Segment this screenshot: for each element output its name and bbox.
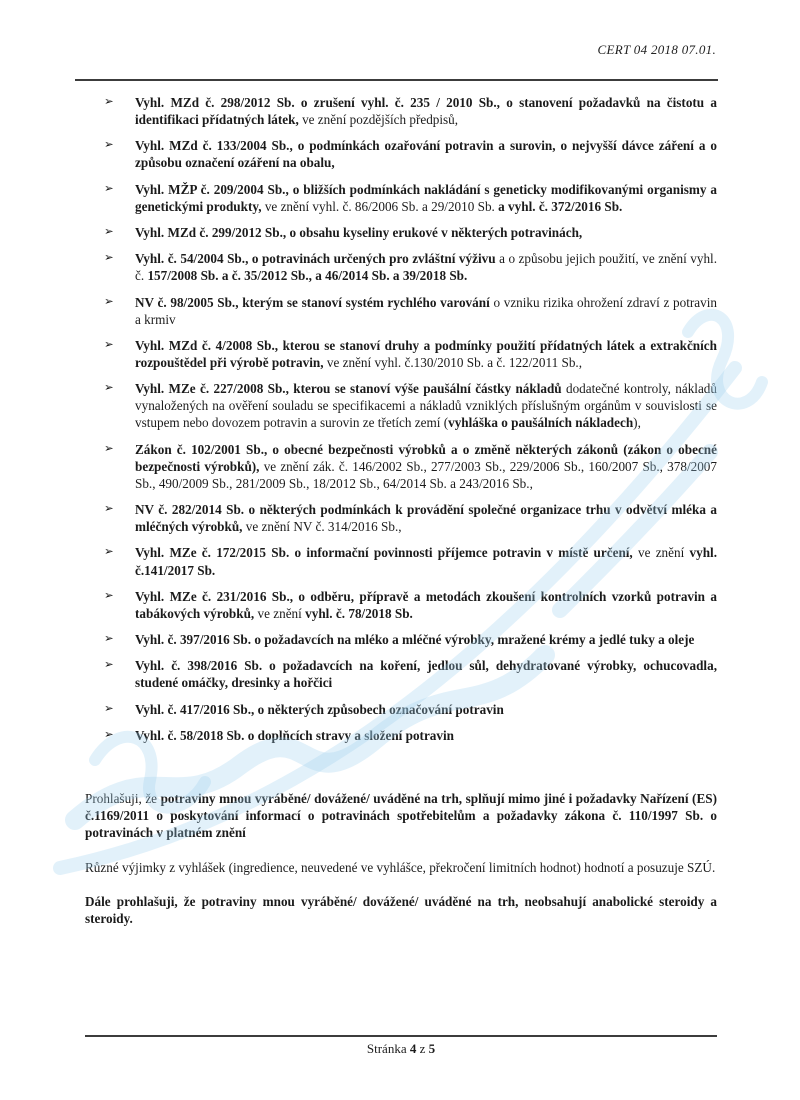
bold-text-run: NV č. 282/2014 Sb. o některých podmínkách k provádění společné organizace trhu v odvětví mléka a mléčných výrobků, — [135, 502, 717, 535]
list-item — [85, 137, 717, 171]
declaration-paragraph — [85, 790, 717, 841]
bold-text-run: Vyhl. č. 398/2016 Sb. o požadavcích na koření, jedlou sůl, dehydratované výrobky, ochucovadla, studené omáčky, dresinky a hořčici — [135, 658, 717, 691]
bold-text-run: vyhláška o paušálních nákladech — [448, 415, 634, 431]
text-run: ), — [633, 415, 641, 431]
list-item-text — [135, 588, 717, 622]
header-rule — [75, 79, 718, 81]
bold-text-run: Vyhl. MZe č. 172/2015 Sb. o informační povinnosti příjemce potravin v místě určení, — [135, 545, 638, 561]
list-item-text — [135, 137, 717, 171]
bold-text-run: Vyhl. č. 58/2018 Sb. o doplňcích stravy a složení potravin — [135, 727, 454, 743]
arrow-bullet-icon: ➢ — [104, 96, 114, 108]
list-item — [85, 501, 717, 535]
list-item-text — [135, 727, 717, 744]
text-run: ve znění pozdějších předpisů, — [302, 112, 459, 128]
arrow-bullet-icon: ➢ — [104, 182, 114, 195]
list-item-text — [135, 294, 717, 328]
bold-text-run: 157/2008 Sb. a č. 35/2012 Sb., a 46/2014 Sb. a 39/2018 Sb. — [147, 268, 468, 284]
text-run: z — [416, 1041, 429, 1056]
bold-text-run: vyhl. č.141/2017 Sb. — [135, 545, 717, 578]
list-item-text — [135, 250, 717, 284]
list-item-text — [135, 224, 717, 241]
arrow-bullet-icon: ➢ — [104, 225, 114, 238]
list-item — [85, 588, 717, 622]
arrow-bullet-icon: ➢ — [104, 295, 114, 308]
bold-text-run: potraviny mnou vyráběné/ dovážené/ uváděné na trh, splňují mimo jiné i požadavky Nařízení (ES) č.1169/2011 o poskytování informací o potravinách spotřebitelům a požadavky zákona č. 110/1997 Sb. o potravinách v platném znění — [85, 791, 717, 841]
bold-text-run: Vyhl. MŽP č. 209/2004 Sb., o bližších podmínkách nakládání s geneticky modifikovanými organismy a genetickými produkty, — [135, 181, 717, 214]
text-run: a o způsobu jejich použití, ve znění vyhl. č. — [135, 251, 717, 284]
declaration-paragraph — [85, 893, 717, 927]
arrow-bullet-icon: ➢ — [104, 139, 114, 152]
bold-text-run: Vyhl. MZe č. 227/2008 Sb., kterou se stanoví výše paušální částky nákladů — [135, 381, 566, 397]
list-item — [85, 294, 717, 328]
text-run: ve znění — [257, 605, 306, 621]
list-item-text — [135, 544, 717, 578]
text-run: o vzniku rizika ohrožení zdraví z potravin a krmiv — [135, 294, 717, 327]
text-run: ve znění — [638, 545, 690, 561]
declaration-paragraphs — [85, 790, 717, 927]
bold-text-run: vyhl. č. 78/2018 Sb. — [305, 605, 413, 621]
list-item — [85, 224, 717, 241]
bold-text-run: a vyhl. č. 372/2016 Sb. — [498, 198, 623, 214]
list-item — [85, 94, 717, 128]
bold-text-run: Vyhl. MZe č. 231/2016 Sb., o odběru, přípravě a metodách zkoušení kontrolních vzorků potravin a tabákových výrobků, — [135, 588, 717, 621]
bold-text-run: Vyhl. č. 397/2016 Sb. o požadavcích na mléko a mléčné výrobky, mražené krémy a jedlé tuky a oleje — [135, 632, 695, 647]
list-item — [85, 380, 717, 431]
arrow-bullet-icon: ➢ — [104, 546, 114, 559]
text-run: ve znění vyhl. č.130/2010 Sb. a č. 122/2011 Sb., — [326, 354, 583, 370]
list-item-text — [135, 701, 717, 718]
text-run: ve znění vyhl. č. 86/2006 Sb. a 29/2010 Sb. — [264, 198, 499, 214]
bold-text-run: Vyhl. č. 54/2004 Sb., o potravinách určených pro zvláštní výživu — [135, 251, 500, 267]
list-item — [85, 727, 717, 744]
bold-text-run: Vyhl. č. 417/2016 Sb., o některých způsobech označování potravin — [135, 701, 504, 717]
text-run: dodatečné kontroly, nákladů vynaložených na ověření souladu se specifikacemi a nákladů vzniklých příslušným orgánům v souvislosti se vstupem nebo dovozem potravin a surovin ze třetích zemí ( — [135, 381, 717, 431]
declaration-paragraph — [85, 859, 717, 876]
list-item-text — [135, 631, 717, 648]
arrow-bullet-icon: ➢ — [104, 503, 114, 516]
text-run: Stránka — [366, 1041, 410, 1056]
list-item-text — [135, 501, 717, 535]
arrow-bullet-icon: ➢ — [104, 252, 114, 265]
arrow-bullet-icon: ➢ — [104, 633, 114, 645]
list-item — [85, 657, 717, 691]
list-item — [85, 631, 717, 648]
document-body — [85, 94, 717, 944]
text-run: Prohlašuji, že — [85, 791, 161, 807]
document-code: CERT 04 2018 07.01. — [597, 42, 716, 57]
list-item-text — [135, 441, 717, 492]
text-run: ve znění NV č. 314/2016 Sb., — [245, 519, 402, 535]
bold-text-run: 5 — [428, 1041, 436, 1056]
list-item — [85, 544, 717, 578]
list-item — [85, 337, 717, 371]
text-run: Různé výjimky z vyhlášek (ingredience, neuvedené ve vyhlášce, překročení limitních hodnot) hodnotí a posuzuje SZÚ. — [85, 859, 716, 875]
arrow-bullet-icon: ➢ — [104, 659, 114, 672]
list-item — [85, 701, 717, 718]
arrow-bullet-icon: ➢ — [104, 338, 114, 351]
arrow-bullet-icon: ➢ — [104, 728, 114, 741]
arrow-bullet-icon: ➢ — [104, 589, 114, 602]
list-item-text — [135, 181, 717, 215]
bold-text-run: Vyhl. MZd č. 133/2004 Sb., o podmínkách ozařování potravin a surovin, o nejvyšší dávce záření a o způsobu označení ozáření na obalu, — [135, 138, 717, 171]
regulation-list — [85, 94, 717, 744]
bold-text-run: Dále prohlašuji, že potraviny mnou vyráběné/ dovážené/ uváděné na trh, neobsahují anabolické steroidy a steroidy. — [85, 893, 717, 926]
list-item-text — [135, 380, 717, 431]
page-footer — [85, 1035, 717, 1058]
list-item-text — [135, 337, 717, 371]
bold-text-run: Vyhl. MZd č. 299/2012 Sb., o obsahu kyseliny erukové v některých potravinách, — [135, 224, 583, 240]
list-item — [85, 250, 717, 284]
arrow-bullet-icon: ➢ — [104, 382, 114, 395]
bold-text-run: 4 — [409, 1041, 417, 1056]
text-run: ve znění zák. č. 146/2002 Sb., 277/2003 Sb., 229/2006 Sb., 160/2007 Sb., 378/2007 Sb., 490/2009 Sb., 281/2009 Sb., 18/2012 Sb., 64/2014 Sb. a 243/2016 Sb., — [135, 458, 717, 491]
bold-text-run: Vyhl. MZd č. 4/2008 Sb., kterou se stanoví druhy a podmínky použití přídatných látek a extrakčních rozpouštědel při výrobě potravin, — [135, 337, 717, 370]
bold-text-run: Vyhl. MZd č. 298/2012 Sb. o zrušení vyhl. č. 235 / 2010 Sb., o stanovení požadavků na čistotu a identifikaci přídatných látek, — [135, 95, 717, 128]
list-item — [85, 181, 717, 215]
list-item-text — [135, 657, 717, 691]
list-item-text — [135, 94, 717, 128]
bold-text-run: Zákon č. 102/2001 Sb., o obecné bezpečnosti výrobků a o změně některých zákonů (zákon o obecné bezpečnosti výrobků), — [135, 441, 717, 474]
bold-text-run: NV č. 98/2005 Sb., kterým se stanoví systém rychlého varování — [135, 294, 494, 310]
list-item — [85, 441, 717, 492]
arrow-bullet-icon: ➢ — [104, 702, 114, 715]
arrow-bullet-icon: ➢ — [104, 442, 114, 455]
page-number — [367, 1041, 435, 1056]
